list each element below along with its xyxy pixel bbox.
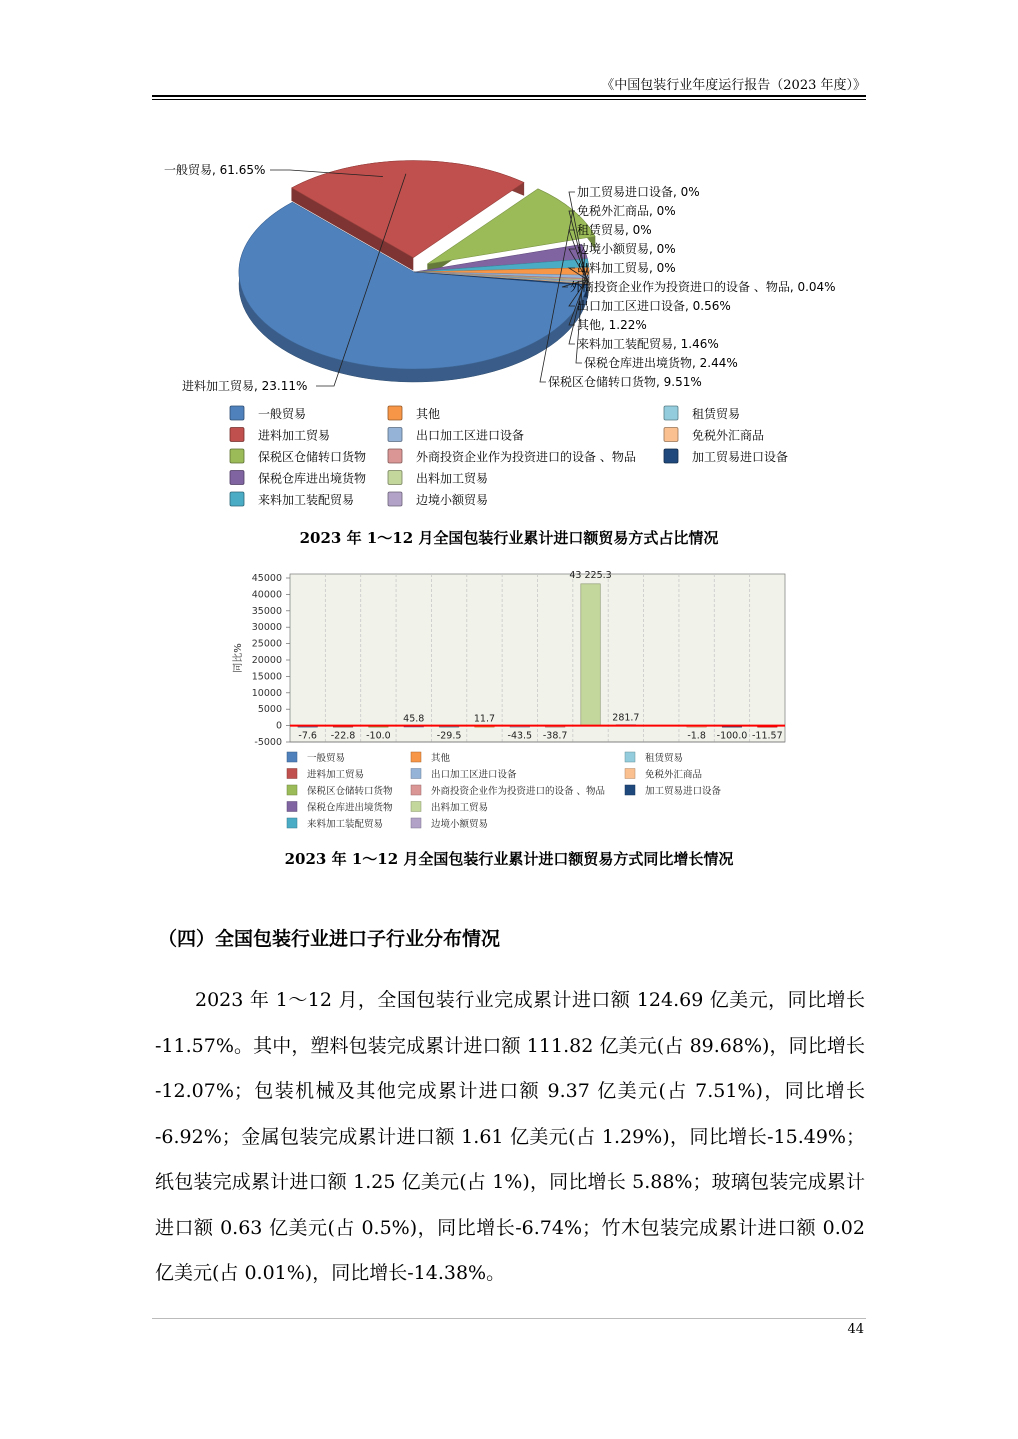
bar-value-label: -29.5	[436, 730, 462, 742]
bar-legend-label: 租赁贸易	[645, 753, 684, 764]
pie-legend-swatch	[230, 492, 244, 506]
pie-legend-swatch	[230, 428, 244, 442]
pie-data-label: 出口加工区进口设备, 0.56%	[577, 299, 731, 313]
y-tick-label: 10000	[251, 687, 282, 699]
y-tick-label: 0	[275, 720, 282, 732]
y-axis-label: 同比%	[233, 643, 244, 673]
y-tick-label: 40000	[251, 589, 282, 601]
bar-legend-swatch	[411, 802, 421, 812]
bar-legend-label: 其他	[431, 753, 451, 764]
bar-legend-swatch	[287, 818, 297, 828]
pie-data-label: 出料加工贸易, 0%	[577, 261, 676, 275]
pie-legend-swatch	[388, 492, 402, 506]
y-tick-label: 20000	[251, 655, 282, 666]
pie-data-label: 保税仓库进出境货物, 2.44%	[584, 356, 738, 370]
bar-chart	[225, 558, 790, 838]
bar-value-label: 11.7	[473, 713, 496, 725]
header-rule	[152, 95, 866, 97]
bar-value-label: 281.7	[612, 712, 640, 724]
bar-value-label: -38.7	[542, 730, 568, 742]
pie-legend-swatch	[664, 406, 678, 420]
pie-legend-swatch	[388, 471, 402, 485]
page-number: 44	[847, 1322, 864, 1337]
header-rule-thin	[152, 99, 866, 100]
pie-data-label: 进料加工贸易, 23.11%	[182, 379, 308, 393]
pie-legend-swatch	[230, 449, 244, 463]
pie-data-label: 外商投资企业作为投资进口的设备 、物品, 0.04%	[570, 280, 836, 294]
y-tick-label: 30000	[251, 622, 282, 634]
bar-legend-swatch	[411, 752, 421, 762]
bar-legend-swatch	[287, 785, 297, 795]
bar-value-label: -43.5	[507, 730, 533, 742]
bar-legend-swatch	[287, 769, 297, 779]
pie-legend-swatch	[388, 406, 402, 420]
pie-legend-swatch	[230, 471, 244, 485]
y-tick-label: 15000	[251, 671, 282, 683]
bar-legend-swatch	[411, 785, 421, 795]
bar-legend-swatch	[625, 752, 635, 762]
bar-legend-label: 保税区仓储转口货物	[307, 786, 393, 797]
bar-legend-swatch	[287, 752, 297, 762]
pie-chart	[152, 150, 866, 515]
bar-legend-label: 来料加工装配贸易	[307, 819, 384, 830]
bar-legend-label: 保税仓库进出境货物	[307, 802, 393, 814]
pie-legend-label: 保税区仓储转口货物	[258, 450, 367, 464]
pie-legend-label: 租赁贸易	[692, 407, 741, 421]
footer-rule	[152, 1318, 866, 1319]
pie-legend-label: 出料加工贸易	[416, 471, 489, 486]
pie-data-label: 一般贸易, 61.65%	[164, 163, 266, 177]
pie-legend-label: 保税仓库进出境货物	[258, 471, 367, 486]
bar-legend-swatch	[411, 769, 421, 779]
bar	[581, 584, 600, 726]
pie-legend-swatch	[664, 449, 678, 463]
y-tick-label: 45000	[251, 573, 282, 584]
bar-value-label: 45.8	[403, 713, 425, 725]
pie-chart-caption: 2023 年 1～12 月全国包装行业累计进口额贸易方式占比情况	[299, 529, 719, 547]
bar-value-label: 43 225.3	[569, 569, 612, 581]
bar-legend-label: 出口加工区进口设备	[431, 769, 517, 781]
bar-value-label: -10.0	[366, 730, 391, 742]
pie-legend-label: 出口加工区进口设备	[416, 428, 525, 443]
bar-chart-caption: 2023 年 1～12 月全国包装行业累计进口额贸易方式同比增长情况	[284, 850, 734, 868]
pie-legend-swatch	[664, 428, 678, 442]
section-heading: （四）全国包装行业进口子行业分布情况	[158, 928, 501, 950]
bar-legend-label: 加工贸易进口设备	[645, 786, 722, 797]
bar-legend-label: 进料加工贸易	[307, 769, 365, 781]
pie-data-label: 其他, 1.22%	[577, 318, 647, 332]
body-paragraph: 2023 年 1～12 月，全国包装行业完成累计进口额 124.69 亿美元，同比增长 -11.57%。其中，塑料包装完成累计进口额 111.82 亿美元(占 89.68%)，同比增长 -12.07%；包装机械及其他完成累计进口额 9.37 亿美元(占 7.51%)，同比增长 -6.92%；金属包装完成累计进口额 1.61 亿美元(占 1.29%)，同比增长-15.49%；纸包装完成累计进口额 1.25 亿美元(占 1%)，同比增长 5.88%；玻璃包装完成累计进口额 0.63 亿美元(占 0.5%)，同比增长-6.74%；竹木包装完成累计进口额 0.02 亿美元(占 0.01%)，同比增长-14.38%。	[155, 989, 865, 1284]
bar-value-label: -7.6	[298, 730, 317, 742]
pie-data-label: 租赁贸易, 0%	[577, 223, 652, 237]
bar-legend-label: 边境小额贸易	[431, 819, 489, 830]
bar-legend-label: 外商投资企业作为投资进口的设备 、物品	[431, 786, 606, 797]
running-header: 《中国包装行业年度运行报告（2023 年度）》	[601, 78, 866, 93]
pie-data-label: 来料加工装配贸易, 1.46%	[577, 337, 719, 351]
bar-value-label: -100.0	[716, 730, 748, 742]
y-tick-label: 25000	[251, 638, 282, 650]
bar-legend-label: 一般贸易	[307, 753, 346, 764]
pie-data-label: 边境小额贸易, 0%	[577, 242, 676, 256]
bar-legend-label: 出料加工贸易	[431, 802, 489, 814]
pie-legend-label: 进料加工贸易	[258, 428, 331, 443]
pie-legend-swatch	[388, 428, 402, 442]
bar-legend-swatch	[287, 802, 297, 812]
y-tick-label: 5000	[257, 704, 282, 716]
pie-legend-swatch	[388, 449, 402, 463]
bar-value-label: -1.8	[687, 730, 706, 742]
pie-legend-label: 免税外汇商品	[692, 428, 765, 443]
bar-legend-swatch	[625, 769, 635, 779]
bar-legend-swatch	[625, 785, 635, 795]
bar-legend-swatch	[411, 818, 421, 828]
bar-value-label: -22.8	[330, 730, 356, 742]
pie-legend-label: 一般贸易	[258, 407, 307, 421]
pie-legend-label: 其他	[416, 407, 441, 421]
pie-legend-label: 边境小额贸易	[416, 493, 489, 507]
bar-legend-label: 免税外汇商品	[645, 769, 703, 781]
pie-data-label: 免税外汇商品, 0%	[577, 204, 676, 218]
y-tick-label: 35000	[251, 605, 282, 617]
pie-legend-label: 加工贸易进口设备	[692, 450, 789, 464]
pie-data-label: 加工贸易进口设备, 0%	[577, 185, 700, 199]
pie-legend-label: 外商投资企业作为投资进口的设备 、物品	[416, 450, 636, 464]
pie-legend-swatch	[230, 406, 244, 420]
pie-data-label: 保税区仓储转口货物, 9.51%	[548, 375, 702, 389]
bar-value-label: -11.57	[752, 730, 783, 742]
pie-legend-label: 来料加工装配贸易	[258, 493, 355, 507]
y-tick-label: -5000	[254, 737, 282, 748]
